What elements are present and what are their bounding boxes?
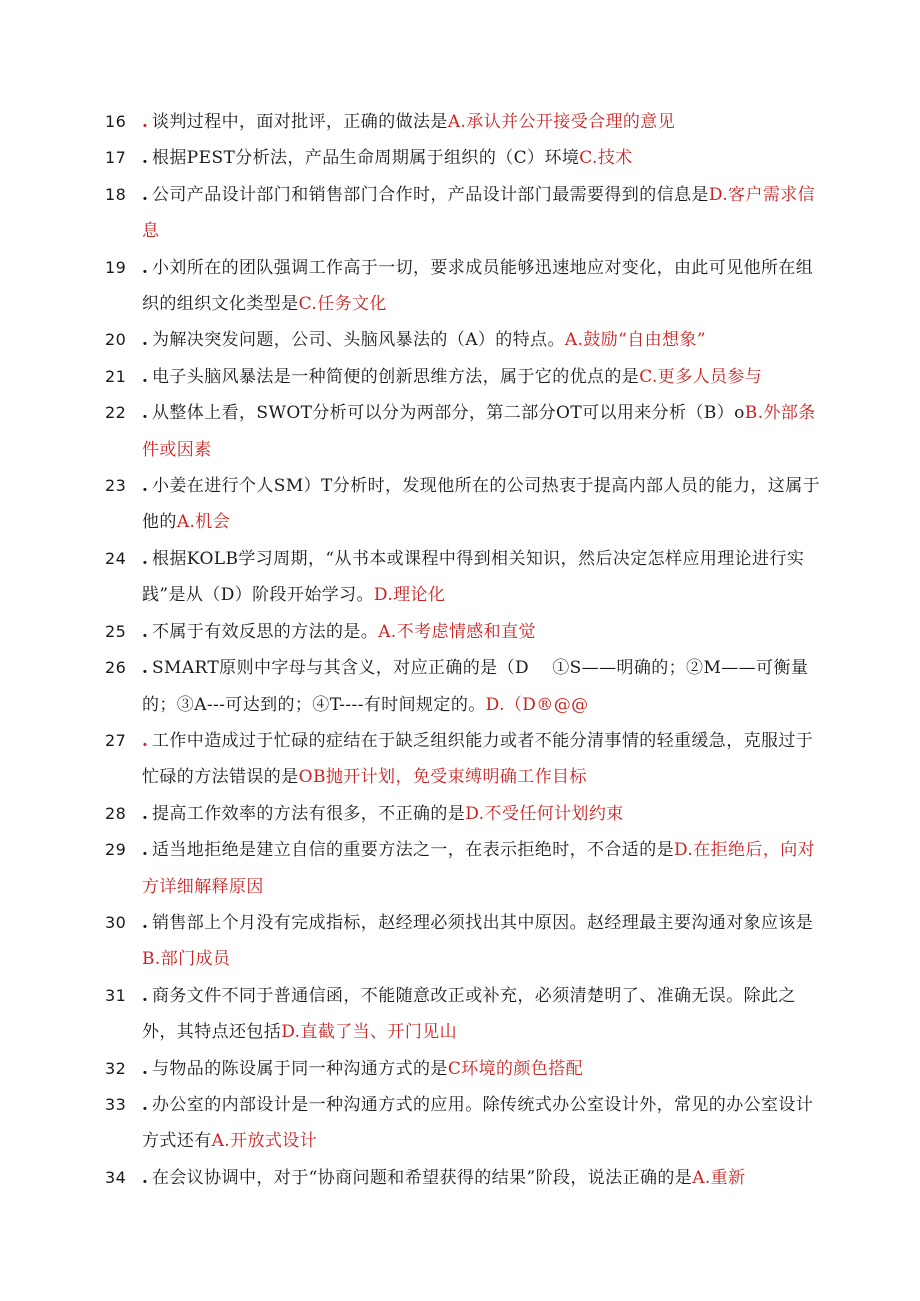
question-text: 销售部上个月没有完成指标，赵经理必须找出其中原因。赵经理最主要沟通对象应该是 [152,912,814,933]
question-number: 26 [105,658,127,678]
question-answer: A.鼓励“自由想象” [564,330,706,351]
question-item [105,796,825,832]
question-text: 根据KOLB学习周期，“从书本或课程中得到相关知识，然后决定怎样应用理论进行实践”是从（D）阶段开始学习。 [142,548,805,606]
question-item [105,723,825,796]
question-number: 33 [105,1094,127,1114]
question-dot: . [142,257,148,278]
question-text: 小刘所在的团队强调工作高于一切，要求成员能够迅速地应对变化，由此可见他所在组织的组织文化类型是 [142,257,814,315]
question-answer: C环境的颜色搭配 [447,1058,584,1079]
question-dot: . [142,184,148,205]
question-answer: A.重新 [692,1167,746,1188]
question-text: 办公室的内部设计是一种沟通方式的应用。除传统式办公室设计外，常见的办公室设计方式还有 [142,1094,814,1152]
question-number: 16 [105,112,127,131]
question-answer: OB抛开计划，免受束缚明确工作目标 [298,767,587,788]
question-list [105,104,825,1196]
question-number: 28 [105,803,127,823]
question-dot: . [142,330,148,351]
question-answer: A.机会 [176,512,231,533]
question-dot: . [142,1094,148,1115]
question-dot: . [142,148,148,169]
question-item [105,104,825,140]
question-item [105,322,825,358]
question-text: 工作中造成过于忙碌的症结在于缺乏组织能力或者不能分清事情的轻重缓急，克服过于忙碌的方法错误的是 [142,730,814,788]
question-text: 适当地拒绝是建立自信的重要方法之一，在表示拒绝时，不合适的是 [152,840,674,861]
question-dot: . [142,476,148,497]
question-number: 18 [105,184,127,204]
question-text: 公司产品设计部门和销售部门合作时，产品设计部门最需要得到的信息是 [152,184,709,205]
question-number: 29 [105,840,127,860]
question-number: 21 [105,366,127,386]
question-dot: . [142,366,148,387]
question-answer: C.更多人员参与 [639,366,763,387]
question-item [105,614,825,650]
question-item [105,905,825,978]
question-text: 为解决突发问题，公司、头脑风暴法的（A）的特点。 [152,330,565,351]
question-item [105,541,825,614]
question-number: 22 [105,403,127,423]
question-number: 19 [105,257,127,277]
question-answer: D.（D®@@ [485,694,589,715]
question-number: 17 [105,148,127,168]
question-item [105,978,825,1051]
question-number: 30 [105,912,127,932]
question-item [105,177,825,250]
question-dot: . [142,840,148,861]
question-text: 提高工作效率的方法有很多，不正确的是 [152,803,466,824]
question-item [105,250,825,323]
question-number: 31 [105,985,127,1005]
question-item [105,1051,825,1087]
question-text: 电子头脑风暴法是一种简便的创新思维方法，属于它的优点的是 [152,366,640,387]
question-text: 商务文件不同于普通信函，不能随意改正或补充，必须清楚明了、准确无误。除此之外，其特点还包括 [142,985,796,1043]
question-item [105,395,825,468]
question-text: SMART原则中字母与其含义，对应正确的是（D ①S——明确的；②M——可衡量的；③A---可达到的；④T----有时间规定的。 [142,658,809,715]
question-dot: . [142,985,148,1006]
question-text: 与物品的陈设属于同一种沟通方式的是 [152,1058,448,1079]
question-text: 根据PEST分析法，产品生命周期属于组织的（C）环境 [152,148,580,169]
question-item [105,359,825,395]
question-dot: . [142,548,148,569]
question-answer: B.外部条件或因素 [142,403,816,460]
question-number: 32 [105,1058,127,1078]
question-answer: C.任务文化 [298,294,387,315]
question-number: 23 [105,476,127,496]
question-dot: . [142,658,148,679]
question-dot: . [142,912,148,933]
question-number: 34 [105,1167,127,1187]
question-answer: D.直截了当、开门见山 [281,1022,458,1043]
question-dot: . [142,621,148,642]
question-answer: C.技术 [579,148,633,169]
question-item [105,1087,825,1160]
question-text: 谈判过程中，面对批评，正确的做法是 [152,112,448,132]
question-answer: D.不受任何计划约束 [465,803,624,824]
question-dot: . [142,112,148,132]
question-number: 27 [105,730,127,750]
question-item [105,1160,825,1196]
question-text: 从整体上看，SWOT分析可以分为两部分，第二部分OT可以用来分析（B）o [152,403,745,424]
question-item [105,650,825,723]
question-answer: D.理论化 [373,585,446,606]
question-dot: . [142,1167,148,1188]
question-answer: A.开放式设计 [211,1131,318,1152]
question-number: 25 [105,621,127,641]
question-item [105,468,825,541]
question-answer: B.部门成员 [142,949,231,970]
question-answer: A.不考虑情感和直觉 [378,621,536,642]
question-answer: D.客户需求信息 [142,184,816,242]
question-dot: . [142,730,148,751]
question-item [105,832,825,905]
question-text: 小姜在进行个人SM）T分析时，发现他所在的公司热衷于提高内部人员的能力，这属于他的 [142,476,820,533]
question-answer: A.承认并公开接受合理的意见 [447,112,676,132]
question-text: 在会议协调中，对于“协商问题和希望获得的结果”阶段，说法正确的是 [152,1167,693,1188]
question-dot: . [142,403,148,424]
question-number: 24 [105,548,127,568]
question-dot: . [142,803,148,824]
question-dot: . [142,1058,148,1079]
question-number: 20 [105,330,127,350]
question-text: 不属于有效反思的方法的是。 [152,621,379,642]
question-answer: D.在拒绝后，向对方详细解释原因 [142,840,816,897]
question-item [105,140,825,176]
